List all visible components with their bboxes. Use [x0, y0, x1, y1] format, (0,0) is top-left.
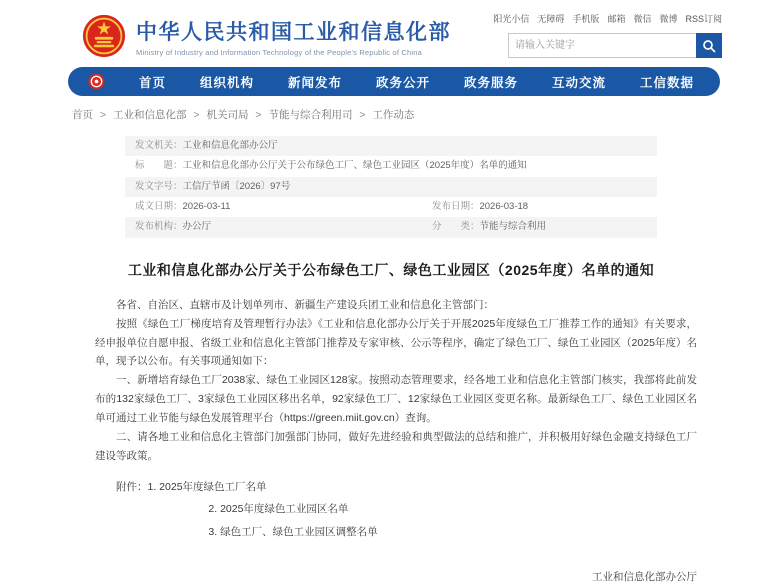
- nav-item-data[interactable]: 工信数据: [639, 75, 694, 90]
- breadcrumb-separator: >: [99, 109, 107, 121]
- meta-label: 发文机关：: [135, 140, 183, 151]
- meta-value: 办公厅: [182, 221, 212, 233]
- attachment-link-2[interactable]: 2. 2025年度绿色工业园区名单: [208, 503, 349, 516]
- article-paragraph-salutation: 各省、自治区、直辖市及计划单列市、新疆生产建设兵团工业和信息化主管部门：: [116, 298, 494, 311]
- breadcrumb: [72, 107, 722, 122]
- article-paragraph-item2: 二、请各地工业和信息化主管部门加强部门协同，做好先进经验和典型做法的总结和推广，并积极用好绿色金融支持绿色工厂建设等政策。: [95, 430, 697, 462]
- attachments-list: [95, 476, 697, 544]
- breadcrumb-separator: >: [193, 109, 200, 121]
- breadcrumb-energy-dept[interactable]: 节能与综合利用司: [268, 109, 353, 121]
- attachments-label: 附件：: [116, 480, 148, 493]
- quick-link-weibo[interactable]: 微博: [659, 14, 678, 24]
- attachment-link-1[interactable]: 1. 2025年度绿色工厂名单: [147, 480, 267, 493]
- nav-item-organization[interactable]: 组织机构: [199, 75, 254, 90]
- article-body: [95, 296, 697, 466]
- meta-label: 发布机构：: [135, 221, 183, 233]
- nav-item-news[interactable]: 新闻发布: [287, 75, 342, 90]
- meta-value: 工业和信息化部办公厅关于公布绿色工厂、绿色工业园区（2025年度）名单的通知: [182, 160, 527, 172]
- article-title: 工业和信息化部办公厅关于公布绿色工厂、绿色工业园区（2025年度）名单的通知: [127, 261, 655, 278]
- article-paragraph-intro: 按照《绿色工厂梯度培育及管理暂行办法》《工业和信息化部办公厅关于开展2025年度绿色工厂推荐工作的通知》有关要求，经申报单位自愿申报、省级工业和信息化主管部门推荐及专家审核、公示等程序，确定了绿色工厂、绿色工业园区（2025年度）名单，现予以公布。有关事项通知如下：: [95, 317, 697, 368]
- breadcrumb-departments[interactable]: 机关司局: [206, 109, 249, 121]
- search-input[interactable]: [508, 33, 696, 58]
- site-title: 中华人民共和国工业和信息化部: [136, 20, 451, 44]
- attachment-link-3[interactable]: 3. 绿色工厂、绿色工业园区调整名单: [208, 525, 378, 538]
- nav-emblem-icon: [88, 73, 105, 90]
- national-emblem-icon: [82, 14, 126, 58]
- quick-link-accessibility[interactable]: 无障碍: [537, 14, 565, 24]
- article-paragraph-item1: 一、新增培育绿色工厂2038家、绿色工业园区128家。按照动态管理要求，经各地工业和信息化主管部门核实，我部将此前发布的132家绿色工厂、3家绿色工业园区移出名单，92家绿色工厂、12家绿色工业园区变更名称。最新绿色工厂、绿色工业园区名单可通过工业节能与绿色发展管理平台（https://green.miit.gov.cn）查询。: [95, 374, 697, 425]
- search-bar: [508, 33, 722, 58]
- breadcrumb-separator: >: [255, 109, 262, 121]
- meta-label: 发文字号：: [135, 180, 183, 192]
- quick-link-wechat[interactable]: 微信: [633, 14, 652, 24]
- search-button[interactable]: [696, 33, 722, 58]
- meta-row-org-category: [125, 217, 657, 237]
- nav-item-home[interactable]: 首页: [138, 75, 166, 90]
- breadcrumb-home[interactable]: 首页: [72, 109, 93, 121]
- site-brand[interactable]: [82, 10, 451, 62]
- site-subtitle: Ministry of Industry and Information Technology of the People's Republic of China: [136, 47, 422, 57]
- quick-link-mobile[interactable]: 手机版: [572, 14, 600, 24]
- meta-value: 节能与综合利用: [479, 221, 546, 233]
- main-nav: [68, 67, 720, 96]
- breadcrumb-work-news[interactable]: 工作动态: [372, 109, 415, 121]
- meta-value: 2026-03-11: [182, 201, 231, 213]
- meta-label: 标 题：: [135, 160, 183, 172]
- quick-link-mail[interactable]: 邮箱: [607, 14, 626, 24]
- quick-links: [493, 12, 722, 25]
- site-header: [60, 0, 722, 62]
- meta-label: 分 类：: [431, 221, 480, 233]
- meta-label: 发布日期：: [431, 201, 480, 213]
- nav-item-interaction[interactable]: 互动交流: [551, 75, 606, 90]
- meta-row-doc-number: [125, 177, 657, 197]
- meta-label: 成文日期：: [135, 201, 183, 213]
- nav-item-gov-service[interactable]: 政务服务: [463, 75, 518, 90]
- meta-value: 工业和信息化部办公厅: [182, 140, 278, 151]
- search-icon: [702, 39, 716, 53]
- nav-item-gov-open[interactable]: 政务公开: [375, 75, 430, 90]
- document-meta-table: [125, 136, 657, 238]
- breadcrumb-separator: >: [359, 109, 366, 121]
- article-signature: 工业和信息化部办公厅: [592, 571, 697, 584]
- meta-row-dates: [125, 197, 657, 217]
- meta-row-title: [125, 156, 657, 176]
- quick-link-rss[interactable]: RSS订阅: [685, 14, 722, 24]
- meta-value: 2026-03-18: [479, 201, 529, 213]
- breadcrumb-miit[interactable]: 工业和信息化部: [112, 109, 187, 121]
- meta-row-issuing-office: [125, 136, 657, 156]
- meta-value: 工信厅节函〔2026〕97号: [182, 180, 291, 192]
- quick-link-assistant[interactable]: 阳光小信: [493, 14, 530, 24]
